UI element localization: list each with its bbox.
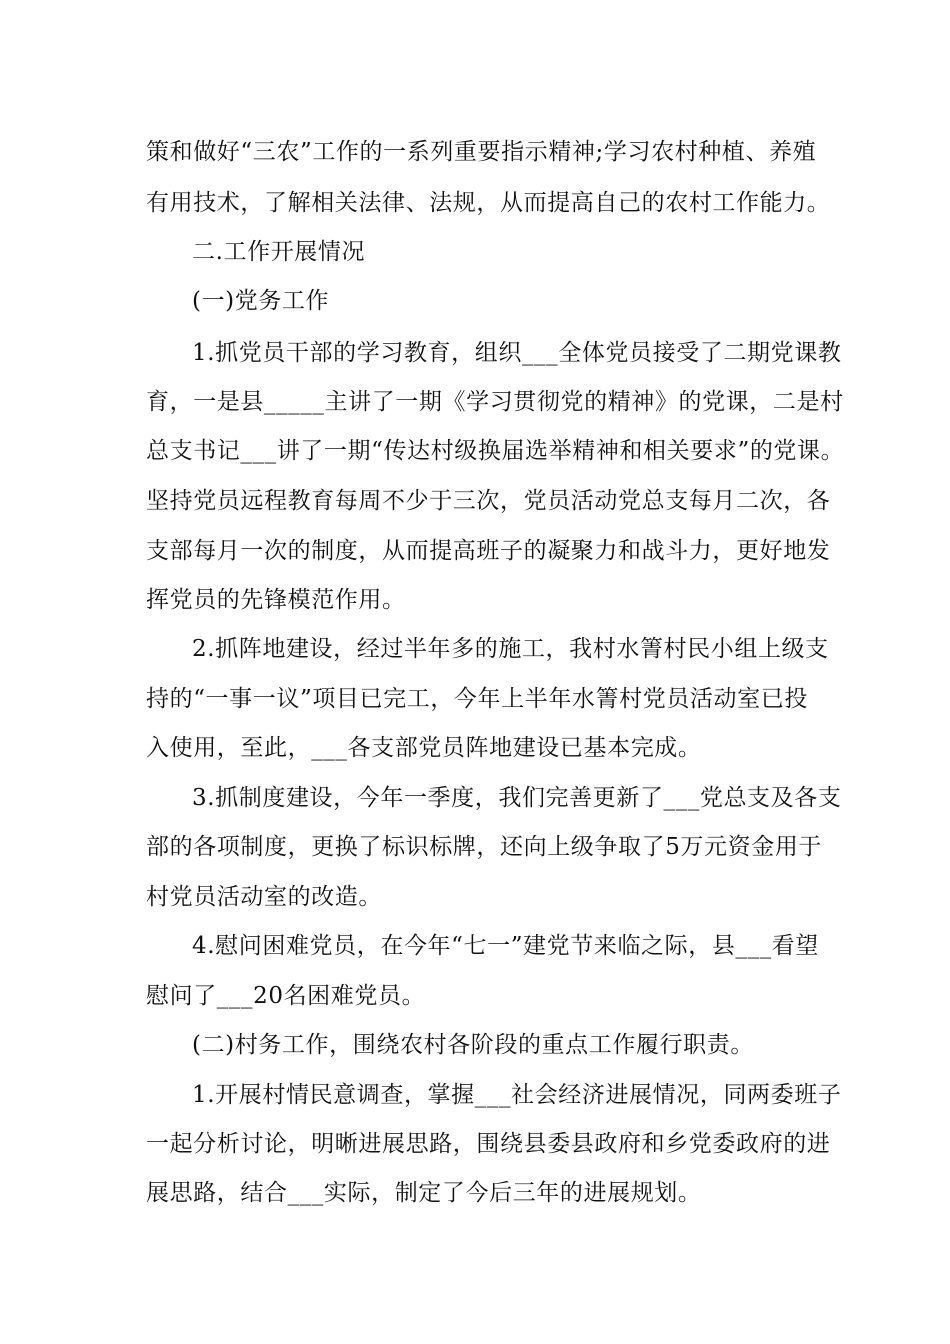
text-line: 一起分析讨论，明晰进展思路，围绕县委县政府和乡党委政府的进	[146, 1131, 831, 1157]
subsection-heading: (一)党务工作	[192, 288, 330, 314]
text-line: 展思路，结合___实际，制定了今后三年的进展规划。	[146, 1180, 702, 1206]
text-line: 挥党员的先锋模范作用。	[146, 587, 406, 613]
text-line: 3.抓制度建设，今年一季度，我们完善更新了___党总支及各支	[192, 785, 842, 811]
text-line: 1.开展村情民意调查，掌握___社会经济进展情况，同两委班子	[192, 1082, 842, 1108]
text-line: 村党员活动室的改造。	[146, 884, 382, 910]
text-line: 有用技术，了解相关法律、法规，从而提高自己的农村工作能力。	[146, 190, 831, 216]
text-line: 策和做好“三农”工作的一系列重要指示精神;学习农村种植、养殖	[146, 139, 817, 165]
text-line: 部的各项制度，更换了标识标牌，还向上级争取了5万元资金用于	[146, 834, 823, 860]
text-line: 持的“一事一议”项目已完工，今年上半年水箐村党员活动室已投	[146, 686, 808, 712]
text-line: 育，一是县_____主讲了一期《学习贯彻党的精神》的党课，二是村	[146, 389, 844, 415]
text-line: 1.抓党员干部的学习教育，组织___全体党员接受了二期党课教	[192, 340, 842, 366]
text-line: 慰问了___20名困难党员。	[146, 983, 426, 1009]
text-line: 总支书记___讲了一期“传达村级换届选举精神和相关要求”的党课。	[146, 438, 845, 464]
section-heading: 二.工作开展情况	[192, 239, 366, 265]
text-line: 支部每月一次的制度，从而提高班子的凝聚力和战斗力，更好地发	[146, 538, 831, 564]
text-line: 4.慰问困难党员，在今年“七一”建党节来临之际，县___看望	[192, 933, 819, 959]
subsection-heading: (二)村务工作，围绕农村各阶段的重点工作履行职责。	[192, 1032, 754, 1058]
text-line: 坚持党员远程教育每周不少于三次，党员活动党总支每月二次，各	[146, 488, 831, 514]
text-line: 2.抓阵地建设，经过半年多的施工，我村水箐村民小组上级支	[192, 636, 829, 662]
text-line: 入使用，至此，___各支部党员阵地建设已基本完成。	[146, 735, 702, 761]
